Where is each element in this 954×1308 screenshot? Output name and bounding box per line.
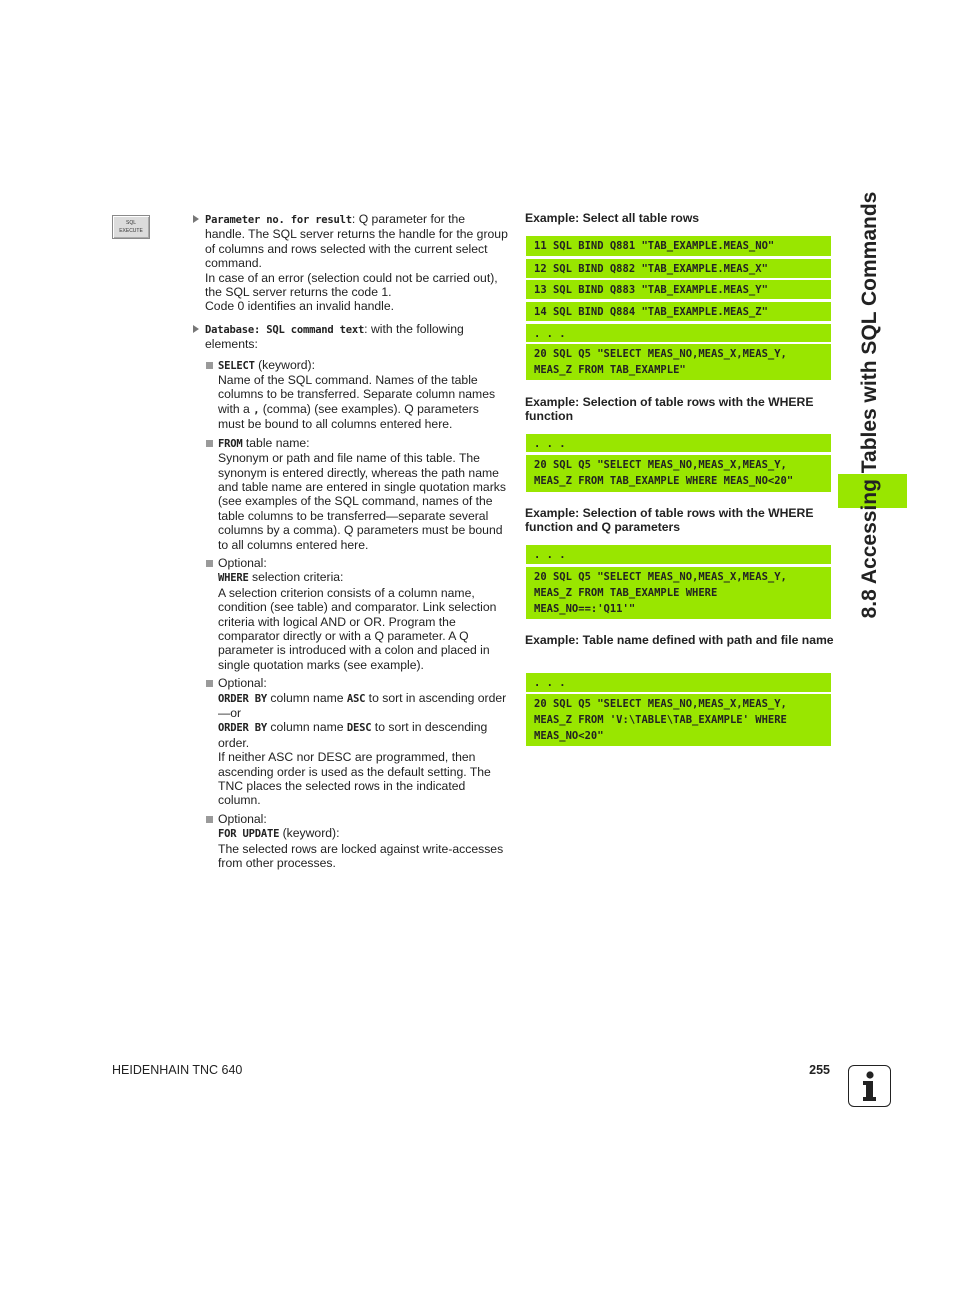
orderby-end-1: to sort in ascending order—or xyxy=(218,690,507,720)
from-body: Synonym or path and file name of this table. The synonym is entered directly, whereas the path name and table name are entered in single quotation marks (see examples of the SQL command, names of the table columns to be transferred—separate several columns by a comma). Q parameters must be bound to all columns entered here. xyxy=(218,451,506,552)
code-line: . . . xyxy=(526,434,831,452)
softkey-line2: EXECUTE xyxy=(119,228,143,234)
example-1-heading: Example: Select all table rows xyxy=(525,211,700,225)
code-line: 11 SQL BIND Q881 "TAB_EXAMPLE.MEAS_NO" xyxy=(526,236,831,256)
forupdate-keyword: FOR UPDATE xyxy=(218,828,280,841)
where-after: selection criteria: xyxy=(248,570,344,585)
database-item xyxy=(193,322,508,352)
triangle-bullet-icon xyxy=(193,215,199,223)
select-item xyxy=(193,358,508,432)
sql-execute-softkey-icon xyxy=(112,215,150,239)
example-3-heading: Example: Selection of table rows with the WHERE function and Q parameters xyxy=(525,506,814,534)
forupdate-optional: Optional: xyxy=(218,811,267,826)
select-body: Name of the SQL command. Names of the table columns to be transferred. Separate column names with a xyxy=(218,373,496,416)
code-line: . . . xyxy=(526,324,831,342)
param-result-code0: Code 0 identifies an invalid handle. xyxy=(205,299,395,314)
orderby-keyword-2: ORDER BY xyxy=(218,722,267,735)
code-line: 20 SQL Q5 "SELECT MEAS_NO,MEAS_X,MEAS_Y, MEAS_Z FROM TAB_EXAMPLE WHERE MEAS_NO<20" xyxy=(526,455,831,492)
forupdate-after: (keyword): xyxy=(279,826,340,841)
code-line: 13 SQL BIND Q883 "TAB_EXAMPLE.MEAS_Y" xyxy=(526,280,831,299)
code-line: 20 SQL Q5 "SELECT MEAS_NO,MEAS_X,MEAS_Y, MEAS_Z FROM TAB_EXAMPLE" xyxy=(526,344,831,380)
description-column xyxy=(193,212,508,874)
select-body2: (comma) (see examples). Q parameters must be bound to all columns entered here. xyxy=(218,401,479,432)
where-optional: Optional: xyxy=(218,555,267,570)
example-4-heading: Example: Table name defined with path and file name xyxy=(525,633,834,647)
select-comma: , xyxy=(253,403,260,416)
footer-product: HEIDENHAIN TNC 640 xyxy=(112,1063,243,1077)
where-keyword: WHERE xyxy=(218,572,249,585)
orderby-end-2: to sort in descending order. xyxy=(218,720,488,750)
forupdate-item xyxy=(193,812,508,871)
orderby-keyword-1: ORDER BY xyxy=(218,692,267,705)
select-after: (keyword): xyxy=(254,357,316,372)
orderby-body: If neither ASC nor DESC are programmed, then ascending order is used as the default setting. The TNC places the selected rows in the indicated column. xyxy=(218,750,491,808)
desc-keyword: DESC xyxy=(346,722,372,735)
code-line: . . . xyxy=(526,545,831,564)
square-bullet-icon xyxy=(206,362,213,369)
from-item xyxy=(193,436,508,552)
section-title-vertical xyxy=(855,110,885,700)
square-bullet-icon xyxy=(206,680,213,687)
database-text: : with the following elements: xyxy=(205,321,464,352)
from-after: table name: xyxy=(242,435,310,450)
code-line: 20 SQL Q5 "SELECT MEAS_NO,MEAS_X,MEAS_Y, MEAS_Z FROM 'V:\TABLE\TAB_EXAMPLE' WHERE MEAS_NO<20" xyxy=(526,694,831,746)
orderby-mid-2: column name xyxy=(266,720,347,735)
triangle-bullet-icon xyxy=(193,325,199,333)
param-result-error: In case of an error (selection could not be carried out), the SQL server returns the code 1. xyxy=(205,270,498,300)
square-bullet-icon xyxy=(206,440,213,447)
section-title: 8.8 Accessing Tables with SQL Commands xyxy=(858,191,881,619)
code-line: 12 SQL BIND Q882 "TAB_EXAMPLE.MEAS_X" xyxy=(526,259,831,278)
param-result-item xyxy=(193,212,508,314)
code-line: 20 SQL Q5 "SELECT MEAS_NO,MEAS_X,MEAS_Y, MEAS_Z FROM TAB_EXAMPLE WHERE MEAS_NO==:'Q11'" xyxy=(526,567,831,619)
asc-keyword: ASC xyxy=(346,692,366,705)
example-2-heading: Example: Selection of table rows with the WHERE function xyxy=(525,395,814,423)
code-line: 14 SQL BIND Q884 "TAB_EXAMPLE.MEAS_Z" xyxy=(526,302,831,321)
database-term: Database: SQL command text xyxy=(205,323,365,336)
from-keyword: FROM xyxy=(218,437,243,450)
orderby-mid-1: column name xyxy=(266,690,347,705)
info-icon xyxy=(848,1065,891,1107)
where-body: A selection criterion consists of a column name, condition (see table) and comparator. Link selection criteria with logical AND or OR. Program the comparator directly or with a Q parameter. A Q parameter is introduced with a colon and placed in single quotation marks (see example). xyxy=(218,585,497,672)
square-bullet-icon xyxy=(206,816,213,823)
param-result-text: : Q parameter for the handle. The SQL server returns the handle for the group of columns and rows selected with the current select command. xyxy=(205,212,508,271)
param-result-term: Parameter no. for result xyxy=(205,214,352,226)
orderby-item xyxy=(193,676,508,808)
forupdate-body: The selected rows are locked against write-accesses from other processes. xyxy=(218,841,504,871)
where-item xyxy=(193,556,508,672)
softkey-line1: SQL xyxy=(125,220,136,226)
square-bullet-icon xyxy=(206,560,213,567)
code-line: . . . xyxy=(526,673,831,692)
page-number: 255 xyxy=(809,1063,830,1077)
orderby-optional: Optional: xyxy=(218,676,267,691)
select-keyword: SELECT xyxy=(218,359,255,372)
